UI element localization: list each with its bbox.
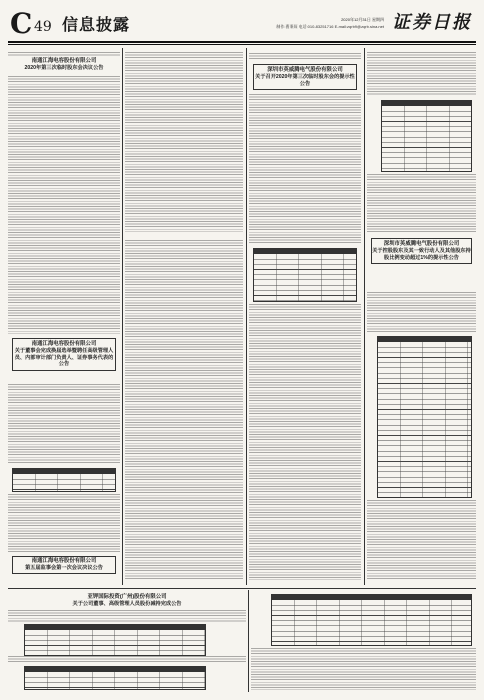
notice-2-body-cont <box>249 304 361 580</box>
bottom-right-table <box>271 594 472 646</box>
notice-3-title: 关于董事会完成换届选举暨聘任高级管理人员、内部审计部门负责人、证券事务代表的公告 <box>14 348 114 368</box>
editor-info: 制作:曹秉琛 电话:010-83251716 E-mail:zqrb9@zqrb.sina.net <box>276 24 384 29</box>
notice-4-body <box>367 292 476 332</box>
notice-6-title: 关于公司董事、高级管理人员股份减持完成公告 <box>72 601 182 607</box>
column-left <box>8 48 120 585</box>
notice-header-4 <box>371 238 472 264</box>
section-number: 49 <box>34 19 52 35</box>
notice-2-title: 关于召开2020年第三次临时股东会的提示性公告 <box>255 74 355 87</box>
notice-3-company: 南通江海电容股份有限公司 <box>31 341 97 347</box>
notice-4-holding-table <box>377 336 472 498</box>
notice-4-body-cont <box>367 500 476 580</box>
notice-2-proposal-table <box>253 248 357 302</box>
column-divider <box>246 48 247 585</box>
notice-6-body <box>8 610 246 622</box>
right-notice-body <box>367 174 476 234</box>
bottom-right-body <box>251 648 476 690</box>
section-letter: C <box>10 7 33 40</box>
notice-6-company: 亚钾国际投资(广州)股份有限公司 <box>87 594 167 600</box>
right-table-1 <box>381 100 472 172</box>
notice-3-body-cont <box>8 494 120 554</box>
newspaper-logo: 证券日报 <box>392 12 472 33</box>
notice-6-holding-table <box>24 666 206 690</box>
column-right <box>367 48 476 585</box>
column-divider <box>122 48 123 585</box>
notice-4-company: 深圳市英威腾电气股份有限公司 <box>383 241 460 247</box>
notice-header-2 <box>253 64 357 90</box>
column-middle-right <box>249 48 361 585</box>
bottom-divider <box>8 588 476 589</box>
notice-1-continued <box>125 52 243 232</box>
notice-header-1 <box>8 58 120 72</box>
notice-1-title: 2020年第三次临时股东会决议公告 <box>24 65 104 71</box>
section-title: 信息披露 <box>62 17 131 34</box>
notice-1-body <box>8 76 120 334</box>
column-divider <box>248 590 249 692</box>
notice-3-body <box>8 384 120 464</box>
masthead-rule-thin <box>8 44 476 45</box>
notice-5-company: 南通江海电容股份有限公司 <box>31 558 97 564</box>
masthead-rule <box>8 41 476 43</box>
masthead <box>8 8 476 42</box>
notice-3-table <box>12 468 116 492</box>
notice-6-reduction-table <box>24 624 206 656</box>
right-notice-body <box>367 52 476 96</box>
notice-1-continued <box>125 240 243 580</box>
column-divider <box>364 48 365 585</box>
notice-2-body <box>249 53 361 61</box>
notice-1-body <box>8 52 120 57</box>
notice-header-6 <box>8 594 246 608</box>
notice-6-body-cont <box>8 656 246 662</box>
notice-2-company: 深圳市英威腾电气股份有限公司 <box>267 67 343 73</box>
notice-4-title: 关于控股股东及其一致行动人及其他股东持股比例变动超过1%的提示性公告 <box>372 248 471 261</box>
notice-2-body <box>249 94 361 244</box>
notice-header-5 <box>12 556 116 574</box>
column-middle-left <box>125 48 243 585</box>
issue-date: 2020年12月31日 星期四 <box>341 17 384 22</box>
notice-1-company: 南通江海电容股份有限公司 <box>31 58 97 64</box>
notice-header-3 <box>12 338 116 371</box>
bottom-right-notice <box>251 590 476 692</box>
newspaper-page <box>8 8 476 692</box>
bottom-notice <box>8 590 246 692</box>
notice-5-title: 第五届监事会第一次会议决议公告 <box>25 565 103 571</box>
